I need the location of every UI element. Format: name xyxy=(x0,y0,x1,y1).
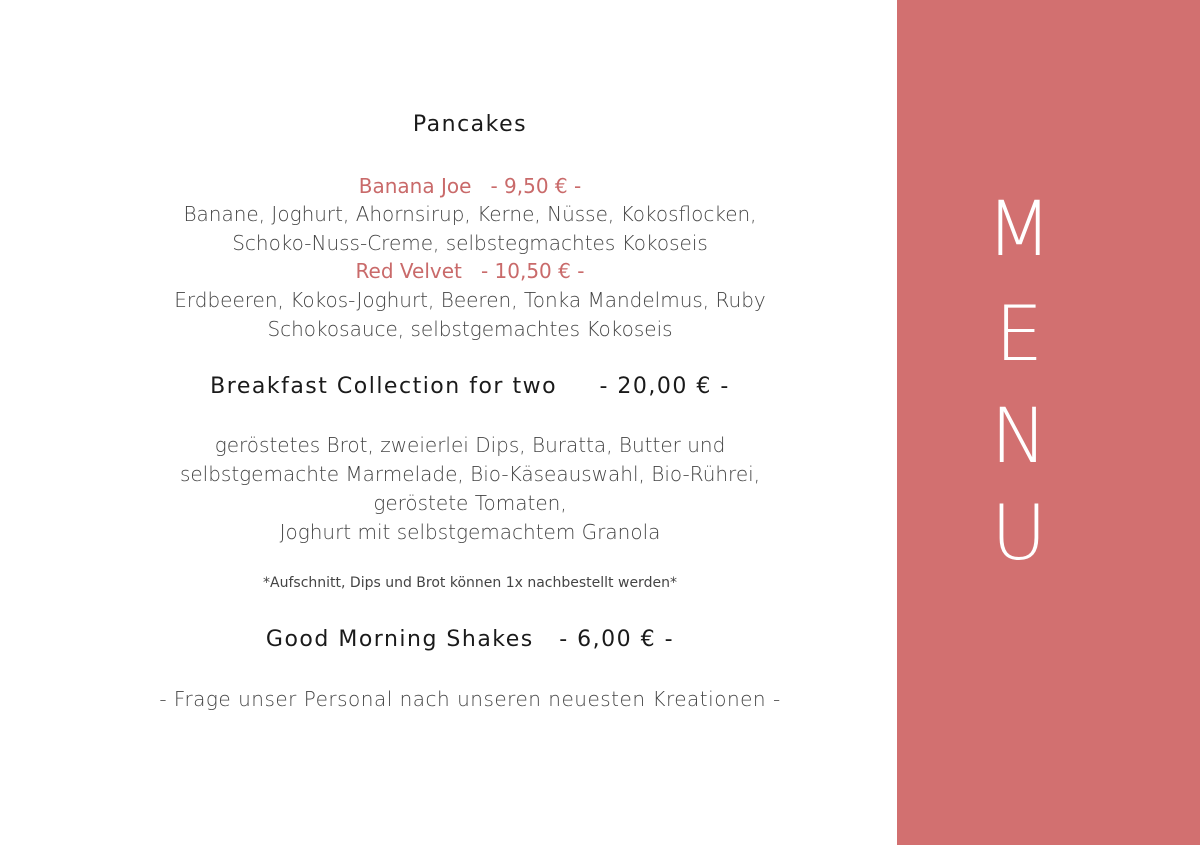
red-velvet-desc-line-1: Erdbeeren, Kokos-Joghurt, Beeren, Tonka Mandelmus, Ruby xyxy=(174,288,766,312)
banana-joe-desc-line-2: Schoko-Nuss-Creme, selbstegmachtes Kokoseis xyxy=(232,231,708,255)
red-velvet-desc-line-2: Schokosauce, selbstgemachtes Kokoseis xyxy=(267,317,673,341)
red-velvet-title: Red Velvet - 10,50 € - xyxy=(355,259,585,283)
menu-sidebar xyxy=(897,0,1200,845)
banana-joe-desc-line-1: Banane, Joghurt, Ahornsirup, Kerne, Nüsse, Kokosflocken, xyxy=(183,202,757,226)
banana-joe-title: Banana Joe - 9,50 € - xyxy=(358,174,582,198)
breakfast-desc-line-4: Joghurt mit selbstgemachtem Granola xyxy=(279,520,661,544)
shakes-title: Good Morning Shakes - 6,00 € - xyxy=(265,627,675,652)
breakfast-desc-line-2: selbstgemachte Marmelade, Bio-Käseauswahl, Bio-Rührei, xyxy=(179,462,761,486)
menu-letter-n: N xyxy=(990,391,1048,480)
menu-letter-e: E xyxy=(994,289,1044,378)
pancakes-title: Pancakes xyxy=(412,112,528,137)
breakfast-title: Breakfast Collection for two - 20,00 € - xyxy=(210,374,730,399)
breakfast-note: *Aufschnitt, Dips und Brot können 1x nachbestellt werden* xyxy=(263,575,677,591)
menu-letter-u: U xyxy=(991,488,1047,577)
shakes-note: - Frage unser Personal nach unseren neuesten Kreationen - xyxy=(159,687,781,711)
menu-letter-m: M xyxy=(986,184,1052,273)
breakfast-desc-line-3: geröstete Tomaten, xyxy=(373,491,567,515)
breakfast-desc-line-1: geröstetes Brot, zweierlei Dips, Buratta, Butter und xyxy=(214,433,726,457)
